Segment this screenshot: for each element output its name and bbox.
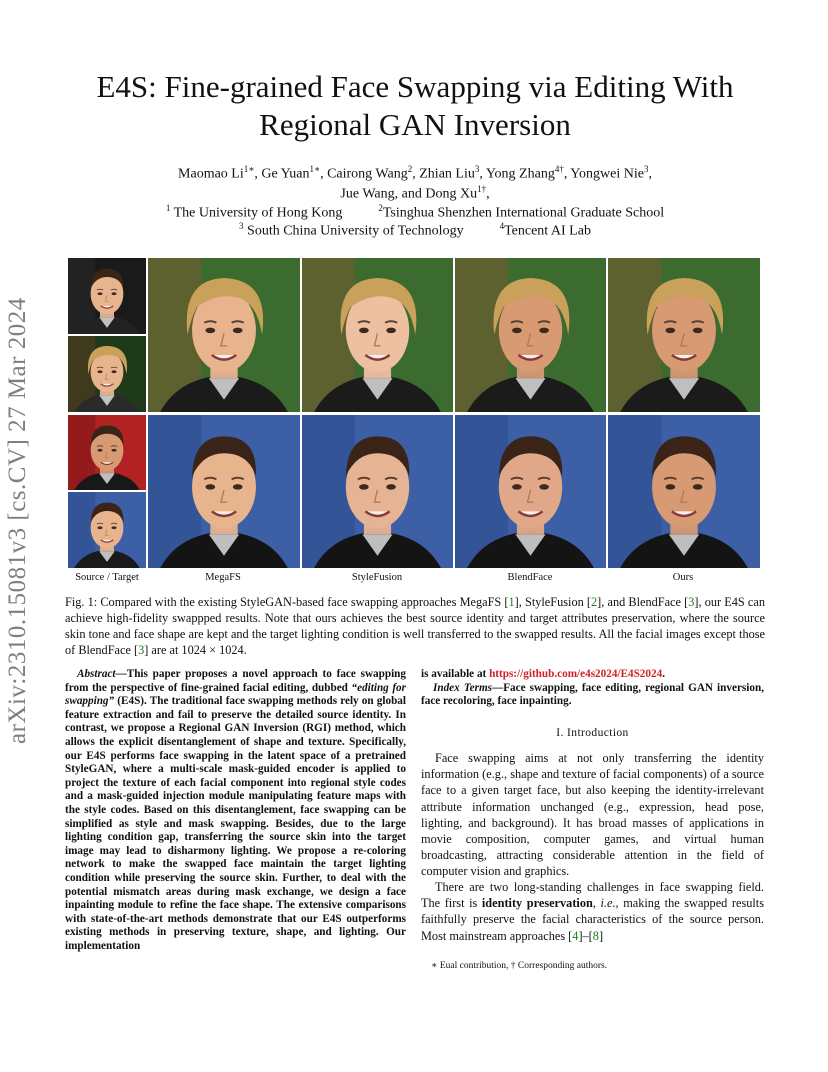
intro-text: , making the swapped results faithfully preserve the facial characteristics of the source person. Most mainstream approaches [: [421, 896, 764, 943]
arxiv-stamp: arXiv:2310.15081v3 [cs.CV] 27 Mar 2024: [4, 297, 31, 744]
affiliation-line-2: [60, 217, 770, 241]
source-face-image: [68, 415, 146, 490]
citation-link[interactable]: 8: [592, 928, 599, 943]
figure-caption: [65, 594, 765, 658]
figure-face-grid: [68, 258, 760, 568]
megafs-result-image-1: [148, 258, 300, 412]
citation-link[interactable]: 3: [138, 643, 145, 657]
affiliation: South China University of Technology: [243, 223, 464, 239]
author-sup: 1†: [477, 184, 487, 194]
col-label-ours: Ours: [672, 572, 694, 583]
caption-text: ] are at 1024 × 1024.: [144, 643, 247, 657]
citation-link[interactable]: 2: [591, 595, 598, 609]
abstract-continuation: [421, 668, 764, 709]
author-name: , Ge Yuan: [254, 166, 310, 182]
affil-sup: 1: [165, 203, 171, 213]
intro-italic: i.e.: [600, 896, 616, 911]
megafs-result-image-2: [148, 415, 300, 568]
github-link[interactable]: https://github.com/e4s2024/E4S2024: [489, 668, 663, 680]
intro-paragraph-1: Face swapping aims at not only transferring the identity information (e.g., shape and texture of facial components) of a source face to a given target face, but also keeping the identity-irrelevant attribute information unchanged (e.g., expression, head pose, lighting, and background). It has broad masses of applications in movie composition, computer games, and virtual human broadcasting, attracting considerable attention in the field of computer vision and graphics.: [421, 751, 764, 879]
section-heading-introduction: I. Introduction: [556, 727, 629, 739]
abstract-lead: Abstract: [77, 668, 116, 680]
col-label-source-target: Source / Target: [75, 572, 139, 583]
stylefusion-result-image-1: [302, 258, 453, 412]
affil-sup: 4: [499, 221, 505, 231]
author-sup: 1∗: [243, 164, 255, 174]
intro-text: ,: [592, 896, 601, 911]
ours-result-image-2: [608, 415, 760, 568]
abstract-text: (E4S). The traditional face swapping methods rely on global feature extraction and fail to preserve the detailed source identity. In contrast, we propose a Regional GAN Inversion (RGI) method, which allows the explicit disentanglement of shape and texture. Specifically, our E4S performs face swapping in the latent space of a pretrained StyleGAN, where a multi-scale mask-guided encoder is applied to project the texture of each facial component into regional style codes and a mask-guided injection module manipulating feature maps with the style codes. Based on this disentanglement, face swapping can be simplified as style and mask swapping. Besides, due to the large lighting condition gap, transferring the source skin into the target image may lead to disharmony lighting. We propose a re-coloring network to make the swapped face maintain the target lighting condition while preserving the source skin. Further, to deal with the potential mismatch areas during mask exchange, we design a face inpainting module to refine the face shape. The extensive comparisons with state-of-the-art methods demonstrate that our E4S outperforms existing methods in preserving texture, shape, and lighting. Our implementation: [65, 695, 406, 952]
citation-link[interactable]: 3: [688, 595, 695, 609]
author-name: ,: [486, 186, 490, 202]
blendface-result-image-1: [455, 258, 606, 412]
col-label-megafs: MegaFS: [205, 572, 241, 583]
availability-text: is available at: [421, 668, 490, 680]
col-label-blendface: BlendFace: [507, 572, 553, 583]
abstract: [65, 668, 406, 953]
author-name: ,: [648, 166, 652, 182]
availability-dot: .: [662, 668, 665, 680]
intro-text: ]: [598, 928, 604, 943]
caption-text: Fig. 1: Compared with the existing StyleGAN-based face swapping approaches MegaFS [: [65, 595, 509, 609]
author-sup: 4†: [554, 164, 564, 174]
affil-sup: 3: [239, 221, 244, 231]
author-name: , Cairong Wang: [320, 166, 408, 182]
source-face-image: [68, 258, 146, 334]
footnote: ∗ Eual contribution, † Corresponding authors.: [431, 961, 608, 971]
abstract-text: —This paper proposes a novel approach to face swapping from the perspective of fine-grained facial editing, dubbed: [65, 668, 406, 694]
citation-link[interactable]: 1: [508, 595, 515, 609]
intro-paragraph-2: [421, 879, 764, 944]
affiliation: Tencent AI Lab: [504, 223, 591, 239]
index-terms: [421, 682, 764, 709]
author-name: Maomao Li: [178, 166, 244, 182]
ours-result-image-1: [608, 258, 760, 412]
caption-text: ], and BlendFace [: [597, 595, 689, 609]
stylefusion-result-image-2: [302, 415, 453, 568]
author-name: , Yong Zhang: [479, 166, 555, 182]
author-sup: 3: [643, 164, 649, 174]
caption-text: ], StyleFusion [: [514, 595, 591, 609]
title-line-1: E4S: Fine-grained Face Swapping via Editing With: [96, 69, 734, 104]
author-sup: 2: [407, 164, 413, 174]
code-availability: [421, 668, 764, 682]
title-line-2: Regional GAN Inversion: [259, 107, 571, 142]
target-face-image: [68, 492, 146, 568]
blendface-result-image-2: [455, 415, 606, 568]
target-face-image: [68, 336, 146, 412]
affil-sup: 2: [378, 203, 383, 213]
intro-bold: identity preservation: [481, 896, 593, 911]
author-name: , Zhian Liu: [412, 166, 475, 182]
caption-text: ], our E4S can achieve high-fidelity swappped results. Note that ours achieves the best source identity and target attributes preservation, where the source skin tone and face shape are kept and the target lighting condition is well transferred to the swapped results. All the facial images except those of BlendFace [: [65, 595, 765, 657]
citation-link[interactable]: 4: [572, 928, 579, 943]
intro-text: There are two long-standing challenges in face swapping field. The first is: [421, 880, 764, 911]
index-terms-text: —Face swapping, face editing, regional GAN inversion, face recoloring, face inpainting.: [421, 681, 764, 708]
intro-text: ]–[: [578, 928, 593, 943]
affiliation: Tsinghua Shenzhen International Graduate School: [382, 205, 665, 221]
abstract-emphasis: “editing for swapping”: [65, 681, 406, 708]
affiliation: The University of Hong Kong: [170, 205, 343, 221]
author-sup: 1∗: [309, 164, 321, 174]
author-name: , Yongwei Nie: [563, 166, 644, 182]
col-label-stylefusion: StyleFusion: [351, 572, 403, 583]
author-sup: 3: [474, 164, 480, 174]
paper-title: [40, 68, 790, 144]
author-name: Jue Wang, and Dong Xu: [340, 186, 478, 202]
index-terms-lead: Index Terms: [433, 681, 492, 694]
